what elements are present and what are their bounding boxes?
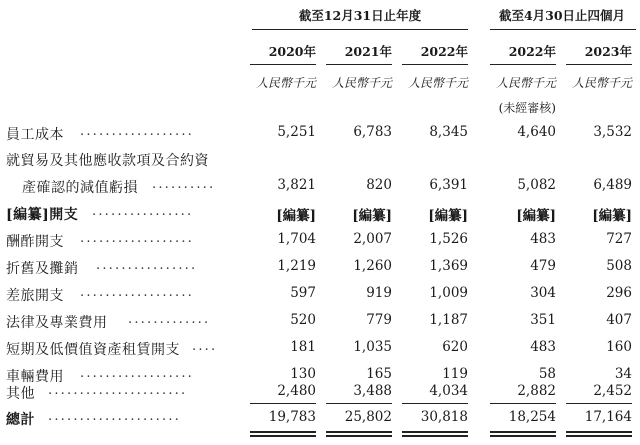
cell-value: 2,452 xyxy=(593,383,632,399)
year-rule xyxy=(402,64,468,65)
total-double-rule xyxy=(250,431,316,437)
cell-value: 6,783 xyxy=(353,124,392,140)
subtotal-rule xyxy=(402,403,468,404)
total-value: 19,783 xyxy=(268,409,316,425)
row-label-listing-expenses: [編纂]開支 xyxy=(6,207,79,223)
cell-value: 6,489 xyxy=(593,177,632,193)
total-value: 17,164 xyxy=(584,409,632,425)
cell-value: 508 xyxy=(606,258,632,274)
year-header-2020: 2020年 xyxy=(268,44,316,59)
leader-dots: ...................... xyxy=(48,383,188,398)
row-label-entertainment: 酬酢開支 xyxy=(6,234,64,250)
cell-value: 119 xyxy=(442,366,468,382)
cell-value: 1,260 xyxy=(353,258,392,274)
cell-value: 2,882 xyxy=(517,383,556,399)
cell-value: 34 xyxy=(614,366,632,382)
cell-value: 58 xyxy=(538,366,556,382)
cell-value: 3,532 xyxy=(593,124,632,140)
year-header-2023-interim: 2023年 xyxy=(584,44,632,59)
year-header-2021: 2021年 xyxy=(344,44,392,59)
year-rule xyxy=(566,64,632,65)
year-header-2022-full: 2022年 xyxy=(420,44,468,59)
total-double-rule xyxy=(326,431,392,437)
leader-dots: .... xyxy=(192,339,218,354)
cell-value: 304 xyxy=(530,285,556,301)
subtotal-rule xyxy=(326,403,392,404)
cell-value: 779 xyxy=(366,312,392,328)
group-header-rule-year-ended xyxy=(252,29,468,30)
leader-dots: ................ xyxy=(96,258,198,273)
leader-dots: .................. xyxy=(80,124,194,139)
leader-dots: .................. xyxy=(80,285,194,300)
cell-value: 620 xyxy=(442,339,468,355)
group-header-rule-four-months xyxy=(490,29,636,30)
cell-value: 597 xyxy=(290,285,316,301)
leader-dots: .................. xyxy=(80,366,194,381)
row-label-total: 總計 xyxy=(6,412,35,428)
cell-value: 483 xyxy=(530,231,556,247)
row-label-impairment-line1: 就貿易及其他應收款項及合約資 xyxy=(6,153,209,169)
cell-value: 1,704 xyxy=(277,231,316,247)
cell-value: 5,082 xyxy=(517,177,556,193)
row-label-vehicle: 車輛費用 xyxy=(6,369,64,385)
cell-value: 2,480 xyxy=(277,383,316,399)
total-value: 25,802 xyxy=(344,409,392,425)
cell-value: 4,640 xyxy=(517,124,556,140)
subtotal-rule xyxy=(250,403,316,404)
year-rule xyxy=(250,64,316,65)
cell-value: [編纂] xyxy=(352,208,392,224)
leader-dots: ............. xyxy=(128,312,211,327)
cell-value: 479 xyxy=(530,258,556,274)
leader-dots: ..................... xyxy=(48,409,181,424)
subtotal-rule xyxy=(490,403,556,404)
group-header-four-months: 截至4月30日止四個月 xyxy=(498,8,626,23)
row-label-short-term-lease: 短期及低價值資產租賃開支 xyxy=(6,342,180,358)
total-value: 30,818 xyxy=(420,409,468,425)
row-label-impairment-line2: 產確認的減值虧損 xyxy=(22,180,138,196)
cell-value: 165 xyxy=(366,366,392,382)
cell-value: [編纂] xyxy=(592,208,632,224)
row-label-others: 其他 xyxy=(6,386,35,402)
year-header-2022-interim: 2022年 xyxy=(508,44,556,59)
row-label-staff-costs: 員工成本 xyxy=(6,127,64,143)
cell-value: 407 xyxy=(606,312,632,328)
cell-value: 1,035 xyxy=(353,339,392,355)
leader-dots: ................ xyxy=(92,204,194,219)
row-label-legal-professional: 法律及專業費用 xyxy=(6,315,108,331)
total-value: 18,254 xyxy=(508,409,556,425)
cell-value: [編纂] xyxy=(516,208,556,224)
unaudited-note: (未經審核) xyxy=(498,101,556,115)
cell-value: 130 xyxy=(290,366,316,382)
cell-value: 1,526 xyxy=(429,231,468,247)
group-header-year-ended: 截至12月31日止年度 xyxy=(298,8,422,23)
year-rule xyxy=(326,64,392,65)
subtotal-rule xyxy=(566,403,632,404)
cell-value: 296 xyxy=(606,285,632,301)
cell-value: 181 xyxy=(290,339,316,355)
cell-value: 4,034 xyxy=(429,383,468,399)
unit-label: 人民幣千元 xyxy=(407,76,468,90)
cell-value: [編纂] xyxy=(428,208,468,224)
cell-value: 351 xyxy=(530,312,556,328)
row-label-depreciation: 折舊及攤銷 xyxy=(6,261,79,277)
unit-label: 人民幣千元 xyxy=(255,76,316,90)
cell-value: 1,009 xyxy=(429,285,468,301)
cell-value: 8,345 xyxy=(429,124,468,140)
total-double-rule xyxy=(402,431,468,437)
cell-value: 160 xyxy=(606,339,632,355)
unit-label: 人民幣千元 xyxy=(495,76,556,90)
total-double-rule xyxy=(566,431,632,437)
row-label-travel: 差旅開支 xyxy=(6,288,64,304)
cell-value: 1,187 xyxy=(429,312,468,328)
cell-value: 919 xyxy=(366,285,392,301)
cell-value: 2,007 xyxy=(353,231,392,247)
cell-value: 820 xyxy=(366,177,392,193)
cell-value: 1,219 xyxy=(277,258,316,274)
cell-value: 520 xyxy=(290,312,316,328)
unit-label: 人民幣千元 xyxy=(571,76,632,90)
leader-dots: .................. xyxy=(80,231,194,246)
total-double-rule xyxy=(490,431,556,437)
cell-value: 3,821 xyxy=(277,177,316,193)
cell-value: 1,369 xyxy=(429,258,468,274)
cell-value: [編纂] xyxy=(276,208,316,224)
unit-label: 人民幣千元 xyxy=(331,76,392,90)
leader-dots: .......... xyxy=(152,177,216,192)
cell-value: 483 xyxy=(530,339,556,355)
cell-value: 6,391 xyxy=(429,177,468,193)
cell-value: 5,251 xyxy=(277,124,316,140)
cell-value: 3,488 xyxy=(353,383,392,399)
cell-value: 727 xyxy=(606,231,632,247)
year-rule xyxy=(490,64,556,65)
